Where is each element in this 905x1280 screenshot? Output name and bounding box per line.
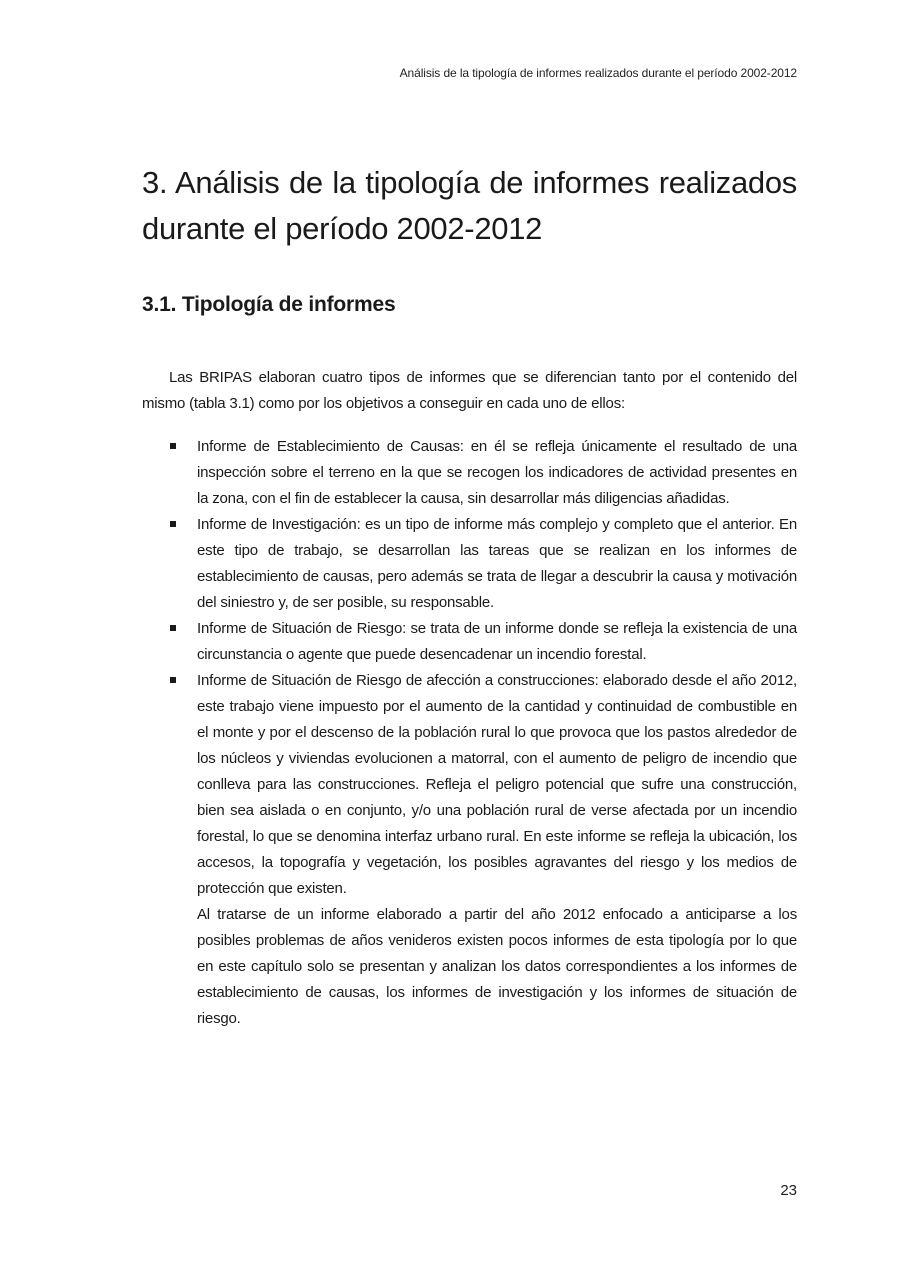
- square-bullet-icon: [170, 625, 176, 631]
- report-types-list: [142, 434, 797, 1032]
- list-item: [142, 434, 797, 512]
- list-item-text: Informe de Establecimiento de Causas: en él se refleja únicamente el resultado de una inspección sobre el terreno en la que se recogen los indicadores de actividad presentes en la zona, con el fin de establecer la causa, sin desarrollar más diligencias añadidas.: [197, 438, 797, 507]
- list-item-text: Informe de Situación de Riesgo: se trata de un informe donde se refleja la existencia de una circunstancia o agente que puede desencadenar un incendio forestal.: [197, 620, 797, 663]
- square-bullet-icon: [170, 443, 176, 449]
- section-title: 3.1. Tipología de informes: [142, 293, 396, 316]
- list-item-continuation: Al tratarse de un informe elaborado a partir del año 2012 enfocado a anticiparse a los posibles problemas de años venideros existen pocos informes de esta tipología por lo que en este capítulo solo se presentan y analizan los datos correspondientes a los informes de establecimiento de causas, los informes de investigación y los informes de situación de riesgo.: [197, 906, 797, 1027]
- square-bullet-icon: [170, 521, 176, 527]
- list-item: [142, 616, 797, 668]
- chapter-title: 3. Análisis de la tipología de informes realizados durante el período 2002-2012: [142, 165, 797, 246]
- list-item-text: Informe de Investigación: es un tipo de informe más complejo y completo que el anterior. En este tipo de trabajo, se desarrollan las tareas que se realizan en los informes de establecimiento de causas, pero además se trata de llegar a descubrir la causa y motivación del siniestro y, de ser posible, su responsable.: [197, 516, 797, 611]
- page-number: 23: [780, 1182, 797, 1199]
- intro-paragraph: Las BRIPAS elaboran cuatro tipos de informes que se diferencian tanto por el contenido del mismo (tabla 3.1) como por los objetivos a conseguir en cada uno de ellos:: [142, 369, 797, 412]
- square-bullet-icon: [170, 677, 176, 683]
- running-header: Análisis de la tipología de informes realizados durante el período 2002-2012: [399, 66, 797, 80]
- list-item: [142, 512, 797, 616]
- list-item: [142, 668, 797, 1032]
- list-item-text: Informe de Situación de Riesgo de afección a construcciones: elaborado desde el año 2012, este trabajo viene impuesto por el aumento de la cantidad y continuidad de combustible en el monte y por el descenso de la población rural lo que provoca que los pastos alrededor de los núcleos y viviendas evolucionen a matorral, con el aumento de peligro de incendio que conlleva para las construcciones. Refleja el peligro potencial que sufre una construcción, bien sea aislada o en conjunto, y/o una población rural de verse afectada por un incendio forestal, lo que se denomina interfaz urbano rural. En este informe se refleja la ubicación, los accesos, la topografía y vegetación, los posibles agravantes del riesgo y los medios de protección que existen.: [197, 672, 797, 897]
